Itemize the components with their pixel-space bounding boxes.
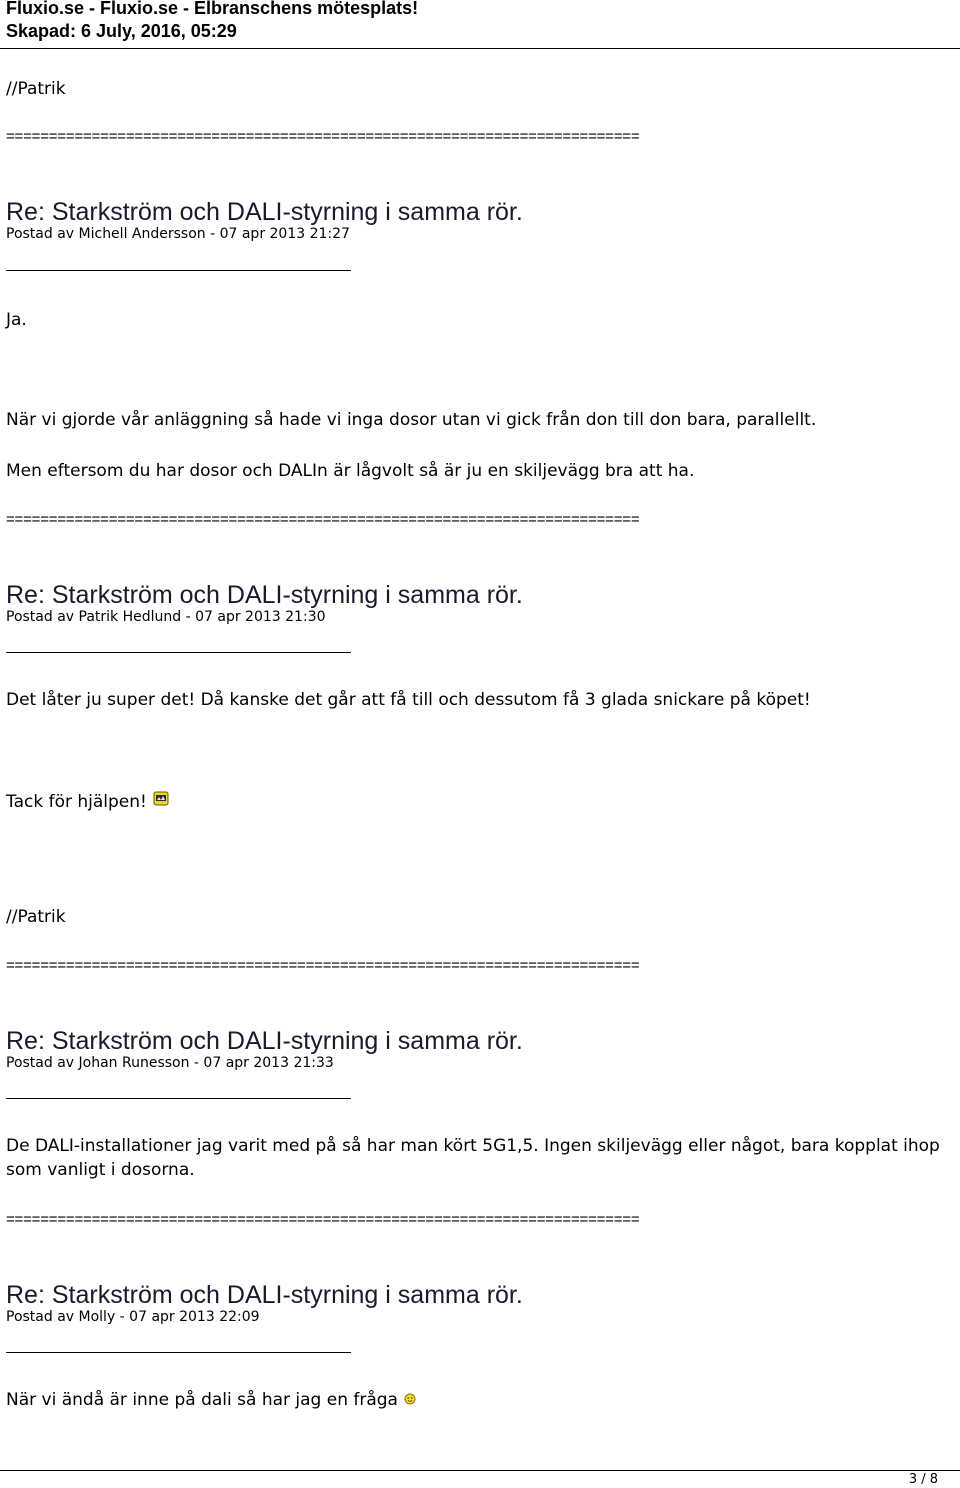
post-text: De DALI-installationer jag varit med på så har man kört 5G1,5. Ingen skiljevägg eller något, bara kopplat ihop som vanligt i dosorna. [6, 1136, 940, 1180]
post-text-line [6, 790, 169, 814]
post-separator: ========================================================================== [6, 511, 640, 528]
post-meta: Postad av Johan Runesson - 07 apr 2013 21:33 [6, 1055, 334, 1071]
post-title: Re: Starkström och DALI-styrning i samma rör. [6, 1281, 523, 1309]
signature: //Patrik [6, 79, 66, 99]
post-meta-rule [6, 1352, 351, 1353]
post-title: Re: Starkström och DALI-styrning i samma rör. [6, 581, 523, 609]
post-text: När vi gjorde vår anläggning så hade vi inga dosor utan vi gick från don till don bara, parallellt. [6, 410, 817, 430]
thumbs-up-emoticon [153, 790, 169, 814]
post-separator: ========================================================================== [6, 957, 640, 974]
document-title: Fluxio.se - Fluxio.se - Elbranschens mötesplats! [6, 0, 419, 18]
post-text: När vi ändå är inne på dali så har jag en fråga [6, 1390, 398, 1410]
footer-rule [0, 1470, 960, 1471]
post-meta-rule [6, 270, 351, 271]
post-meta-rule [6, 1098, 351, 1099]
post-signature: //Patrik [6, 907, 66, 927]
smiley-icon [404, 1388, 416, 1412]
page-number: 3 / 8 [908, 1472, 938, 1487]
post-meta: Postad av Patrik Hedlund - 07 apr 2013 21:30 [6, 609, 326, 625]
post-text: Men eftersom du har dosor och DALIn är lågvolt så är ju en skiljevägg bra att ha. [6, 461, 695, 481]
post-text: Ja. [6, 310, 27, 330]
created-date: Skapad: 6 July, 2016, 05:29 [6, 21, 237, 41]
post-text: Det låter ju super det! Då kanske det går att få till och dessutom få 3 glada snickare på köpet! [6, 690, 811, 710]
post-meta: Postad av Michell Andersson - 07 apr 2013 21:27 [6, 226, 350, 242]
post-meta: Postad av Molly - 07 apr 2013 22:09 [6, 1309, 260, 1325]
post-title: Re: Starkström och DALI-styrning i samma rör. [6, 1027, 523, 1055]
post-text: Tack för hjälpen! [6, 792, 147, 812]
header-rule [0, 48, 960, 49]
post-separator: ========================================================================== [6, 1211, 640, 1228]
post-text-line [6, 1388, 416, 1412]
post-meta-rule [6, 652, 351, 653]
post-separator: ========================================================================== [6, 128, 640, 145]
post-title: Re: Starkström och DALI-styrning i samma rör. [6, 198, 523, 226]
